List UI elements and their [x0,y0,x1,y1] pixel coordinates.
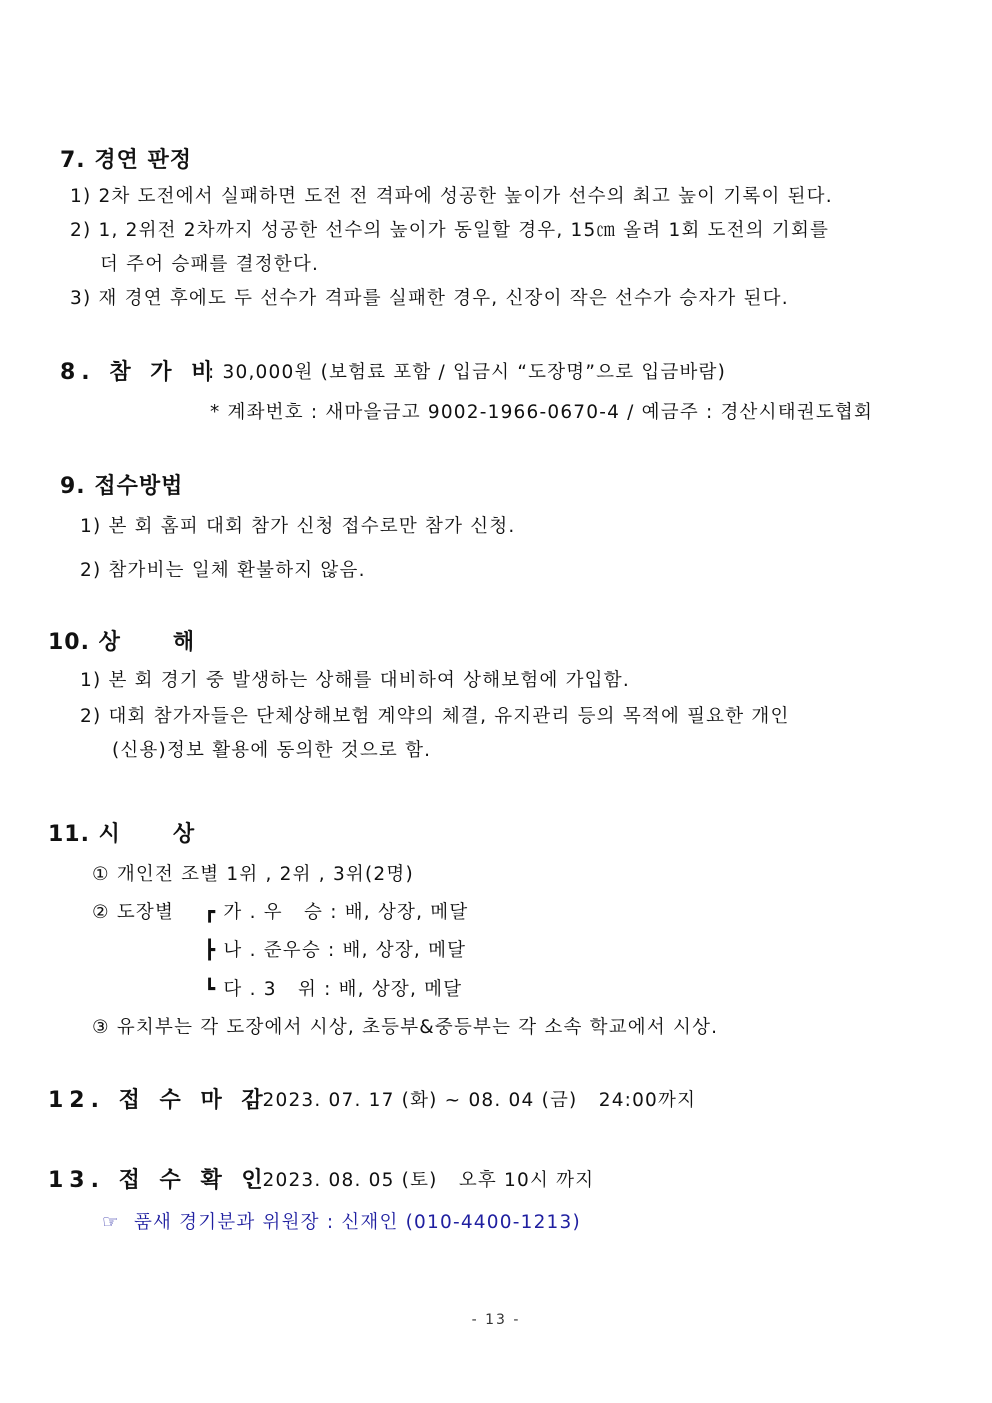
section-8-title: 8. 참 가 비 [60,360,219,385]
section-7-item-1: 1) 2차 도전에서 실패하면 도전 전 격파에 성공한 높이가 선수의 최고 높이 기록이 된다. [70,186,833,207]
section-8-fee: : 30,000원 (보험료 포함 / 입금시 “도장명”으로 입금바람) [208,362,727,383]
section-10-item-1: 1) 본 회 경기 중 발생하는 상해를 대비하여 상해보험에 가입함. [80,670,630,691]
section-9-title: 9. 접수방법 [60,474,184,499]
award-first: ┏ 가 . 우 승 : 배, 상장, 메달 [204,902,469,923]
award-second: ┣ 나 . 준우승 : 배, 상장, 메달 [204,940,467,961]
section-7-item-2-cont: 더 주어 승패를 결정한다. [100,254,320,275]
award-third: ┗ 다 . 3 위 : 배, 상장, 메달 [204,979,463,1000]
section-13-title: 13. 접 수 확 인 [48,1168,269,1193]
section-8-account: * 계좌번호 : 새마을금고 9002-1966-0670-4 / 예금주 : 경산시태권도협회 [210,402,874,423]
section-11-item-1: ① 개인전 조별 1위 , 2위 , 3위(2명) [92,864,414,885]
section-10-title: 10. 상 해 [48,630,196,655]
section-10-item-2: 2) 대회 참가자들은 단체상해보험 계약의 체결, 유지관리 등의 목적에 필요한 개인 [80,706,790,727]
section-13-confirm-date: : 2023. 08. 05 (토) 오후 10시 까지 [248,1170,595,1191]
section-12-title: 12. 접 수 마 감 [48,1088,269,1113]
section-9-item-1: 1) 본 회 홈피 대회 참가 신청 접수로만 참가 신청. [80,516,516,537]
page-number: - 13 - [471,1312,521,1328]
section-11-item-2-label: ② 도장별 [92,902,175,923]
section-7-item-3: 3) 재 경연 후에도 두 선수가 격파를 실패한 경우, 신장이 작은 선수가 승자가 된다. [70,288,789,309]
section-11-title: 11. 시 상 [48,822,196,847]
section-7-item-2: 2) 1, 2위전 2차까지 성공한 선수의 높이가 동일할 경우, 15㎝ 올려 1회 도전의 기회를 [70,220,830,241]
contact-line: ☞ 품새 경기분과 위원장 : 신재인 (010-4400-1213) [102,1212,581,1233]
section-11-item-3: ③ 유치부는 각 도장에서 시상, 초등부&중등부는 각 소속 학교에서 시상. [92,1017,719,1038]
section-9-item-2: 2) 참가비는 일체 환불하지 않음. [80,560,366,581]
section-12-deadline: : 2023. 07. 17 (화) ~ 08. 04 (금) 24:00까지 [248,1090,697,1111]
section-7-title: 7. 경연 판정 [60,148,192,173]
section-10-item-2-cont: (신용)정보 활용에 동의한 것으로 함. [112,740,432,761]
